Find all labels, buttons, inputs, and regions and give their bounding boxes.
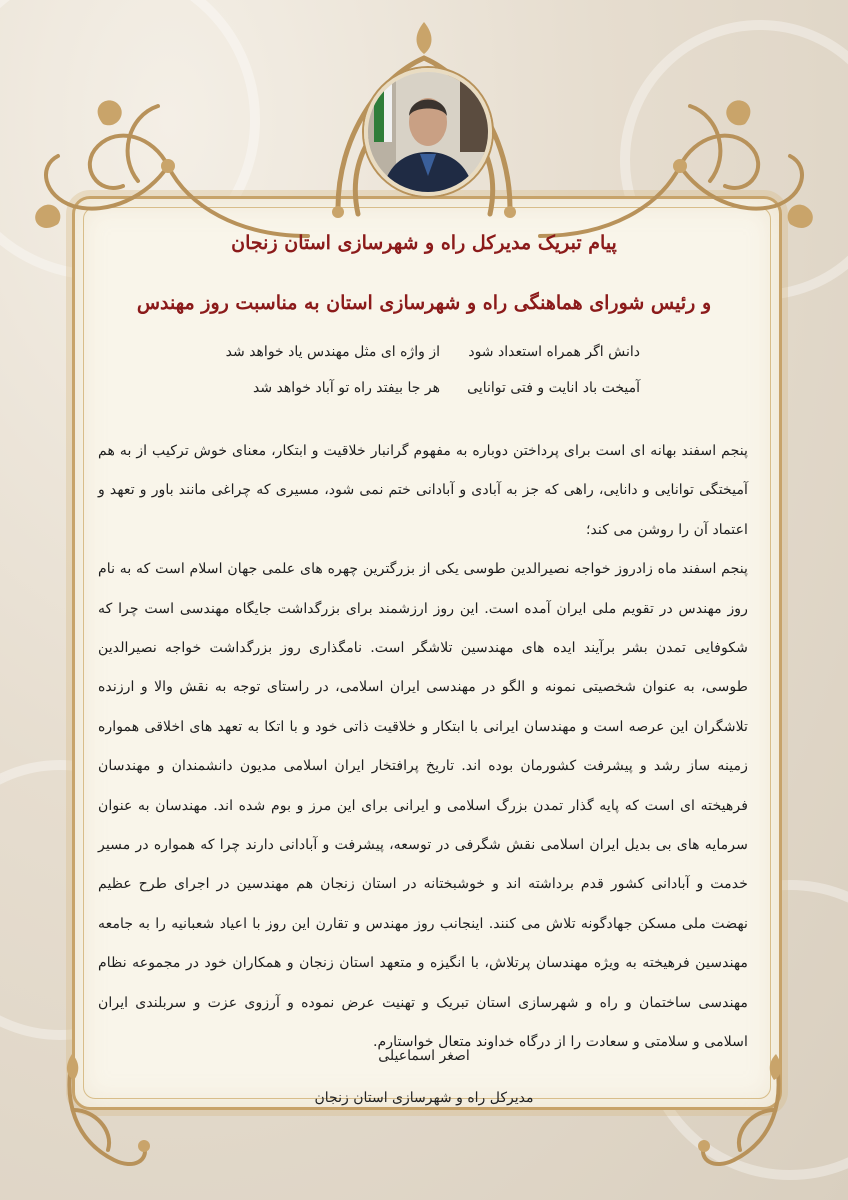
- flourish-ornament-icon: [18, 86, 318, 256]
- poem-line: هر جا بیفتد راه تو آباد خواهد شد: [253, 380, 440, 396]
- corner-ornament-icon: [44, 1050, 164, 1180]
- poem-line: آمیخت باد انایت و فتی توانایی: [467, 380, 640, 396]
- corner-ornament-icon: [684, 1050, 804, 1180]
- flourish-ornament-icon: [530, 86, 830, 256]
- poem-line: دانش اگر همراه استعداد شود: [468, 344, 640, 360]
- letter-body: [98, 432, 748, 1063]
- signature-role: مدیرکل راه و شهرسازی استان زنجان: [314, 1090, 534, 1106]
- page-subtitle: و رئیس شورای هماهنگی راه و شهرسازی استان به مناسبت روز مهندس: [136, 292, 712, 314]
- portrait-photo: [364, 68, 492, 196]
- portrait-image: [368, 72, 488, 192]
- page-title: پیام تبریک مدیرکل راه و شهرسازی استان زنجان: [231, 232, 617, 254]
- signature-name: اصغر اسماعیلی: [378, 1048, 470, 1064]
- body-paragraph: پنجم اسفند ماه زادروز خواجه نصیرالدین طوسی یکی از بزرگترین چهره های علمی جهان اسلام است که به نام روز مهندس در تقویم ملی ایران آمده است. این روز ارزشمند برای بزرگداشت جایگاه مهندسی است چرا که شکوفایی تمدن بشر برآیند ایده های مهندسین تلاشگر است. نامگذاری روز بزرگداشت خواجه نصیرالدین طوسی، به عنوان شخصیتی نمونه و الگو در مهندسی ایران اسلامی، در راستای توجه به نقش والا و ارزنده تلاشگران این عرصه است و مهندسان ایرانی با ابتکار و خلاقیت ذاتی خود و با اتکا به تعهد های اخلاقی همواره زمینه ساز رشد و پیشرفت کشورمان بوده اند. تاریخ پرافتخار ایران اسلامی مدیون دانشمندان و مهندسان فرهیخته ای است که پایه گذار تمدن بزرگ اسلامی و ایرانی برای این مرز و بوم شده اند. مهندسان به عنوان سرمایه های بی بدیل ایران اسلامی نقش شگرفی در توسعه، پیشرفت و آبادانی دارند چرا که همواره در مسیر خدمت و آبادانی کشور قدم برداشته اند و خوشبختانه در استان زنجان هم مهندسین در اجرای طرح عظیم نهضت ملی مسکن جهادگونه تلاش می کنند. اینجانب روز مهندس و تقارن این روز با اعیاد شعبانیه را به جامعه مهندسین فرهیخته به ویژه مهندسان پرتلاش، با انگیزه و متعهد استان زنجان و همکاران خود در مجموعه نظام مهندسی ساختمان و راه و شهرسازی استان تبریک و تهنیت عرض نموده و آرزوی عزت و سربلندی ایران اسلامی و سلامتی و سعادت را از درگاه خداوند متعال خواستارم.: [98, 561, 748, 1051]
- poem-line: از واژه ای مثل مهندس یاد خواهد شد: [225, 344, 440, 360]
- body-paragraph: پنجم اسفند بهانه ای است برای پرداختن دوباره به مفهوم گرانبار خلاقیت و ابتکار، معنای خوش ترکیب از به هم آمیختگی توانایی و دانایی، راهی که جز به آبادی و آبادانی ختم نمی شود، مسیری که چراغی مانند باور و تعهد و اعتماد آن را روشن می کند؛: [98, 443, 748, 538]
